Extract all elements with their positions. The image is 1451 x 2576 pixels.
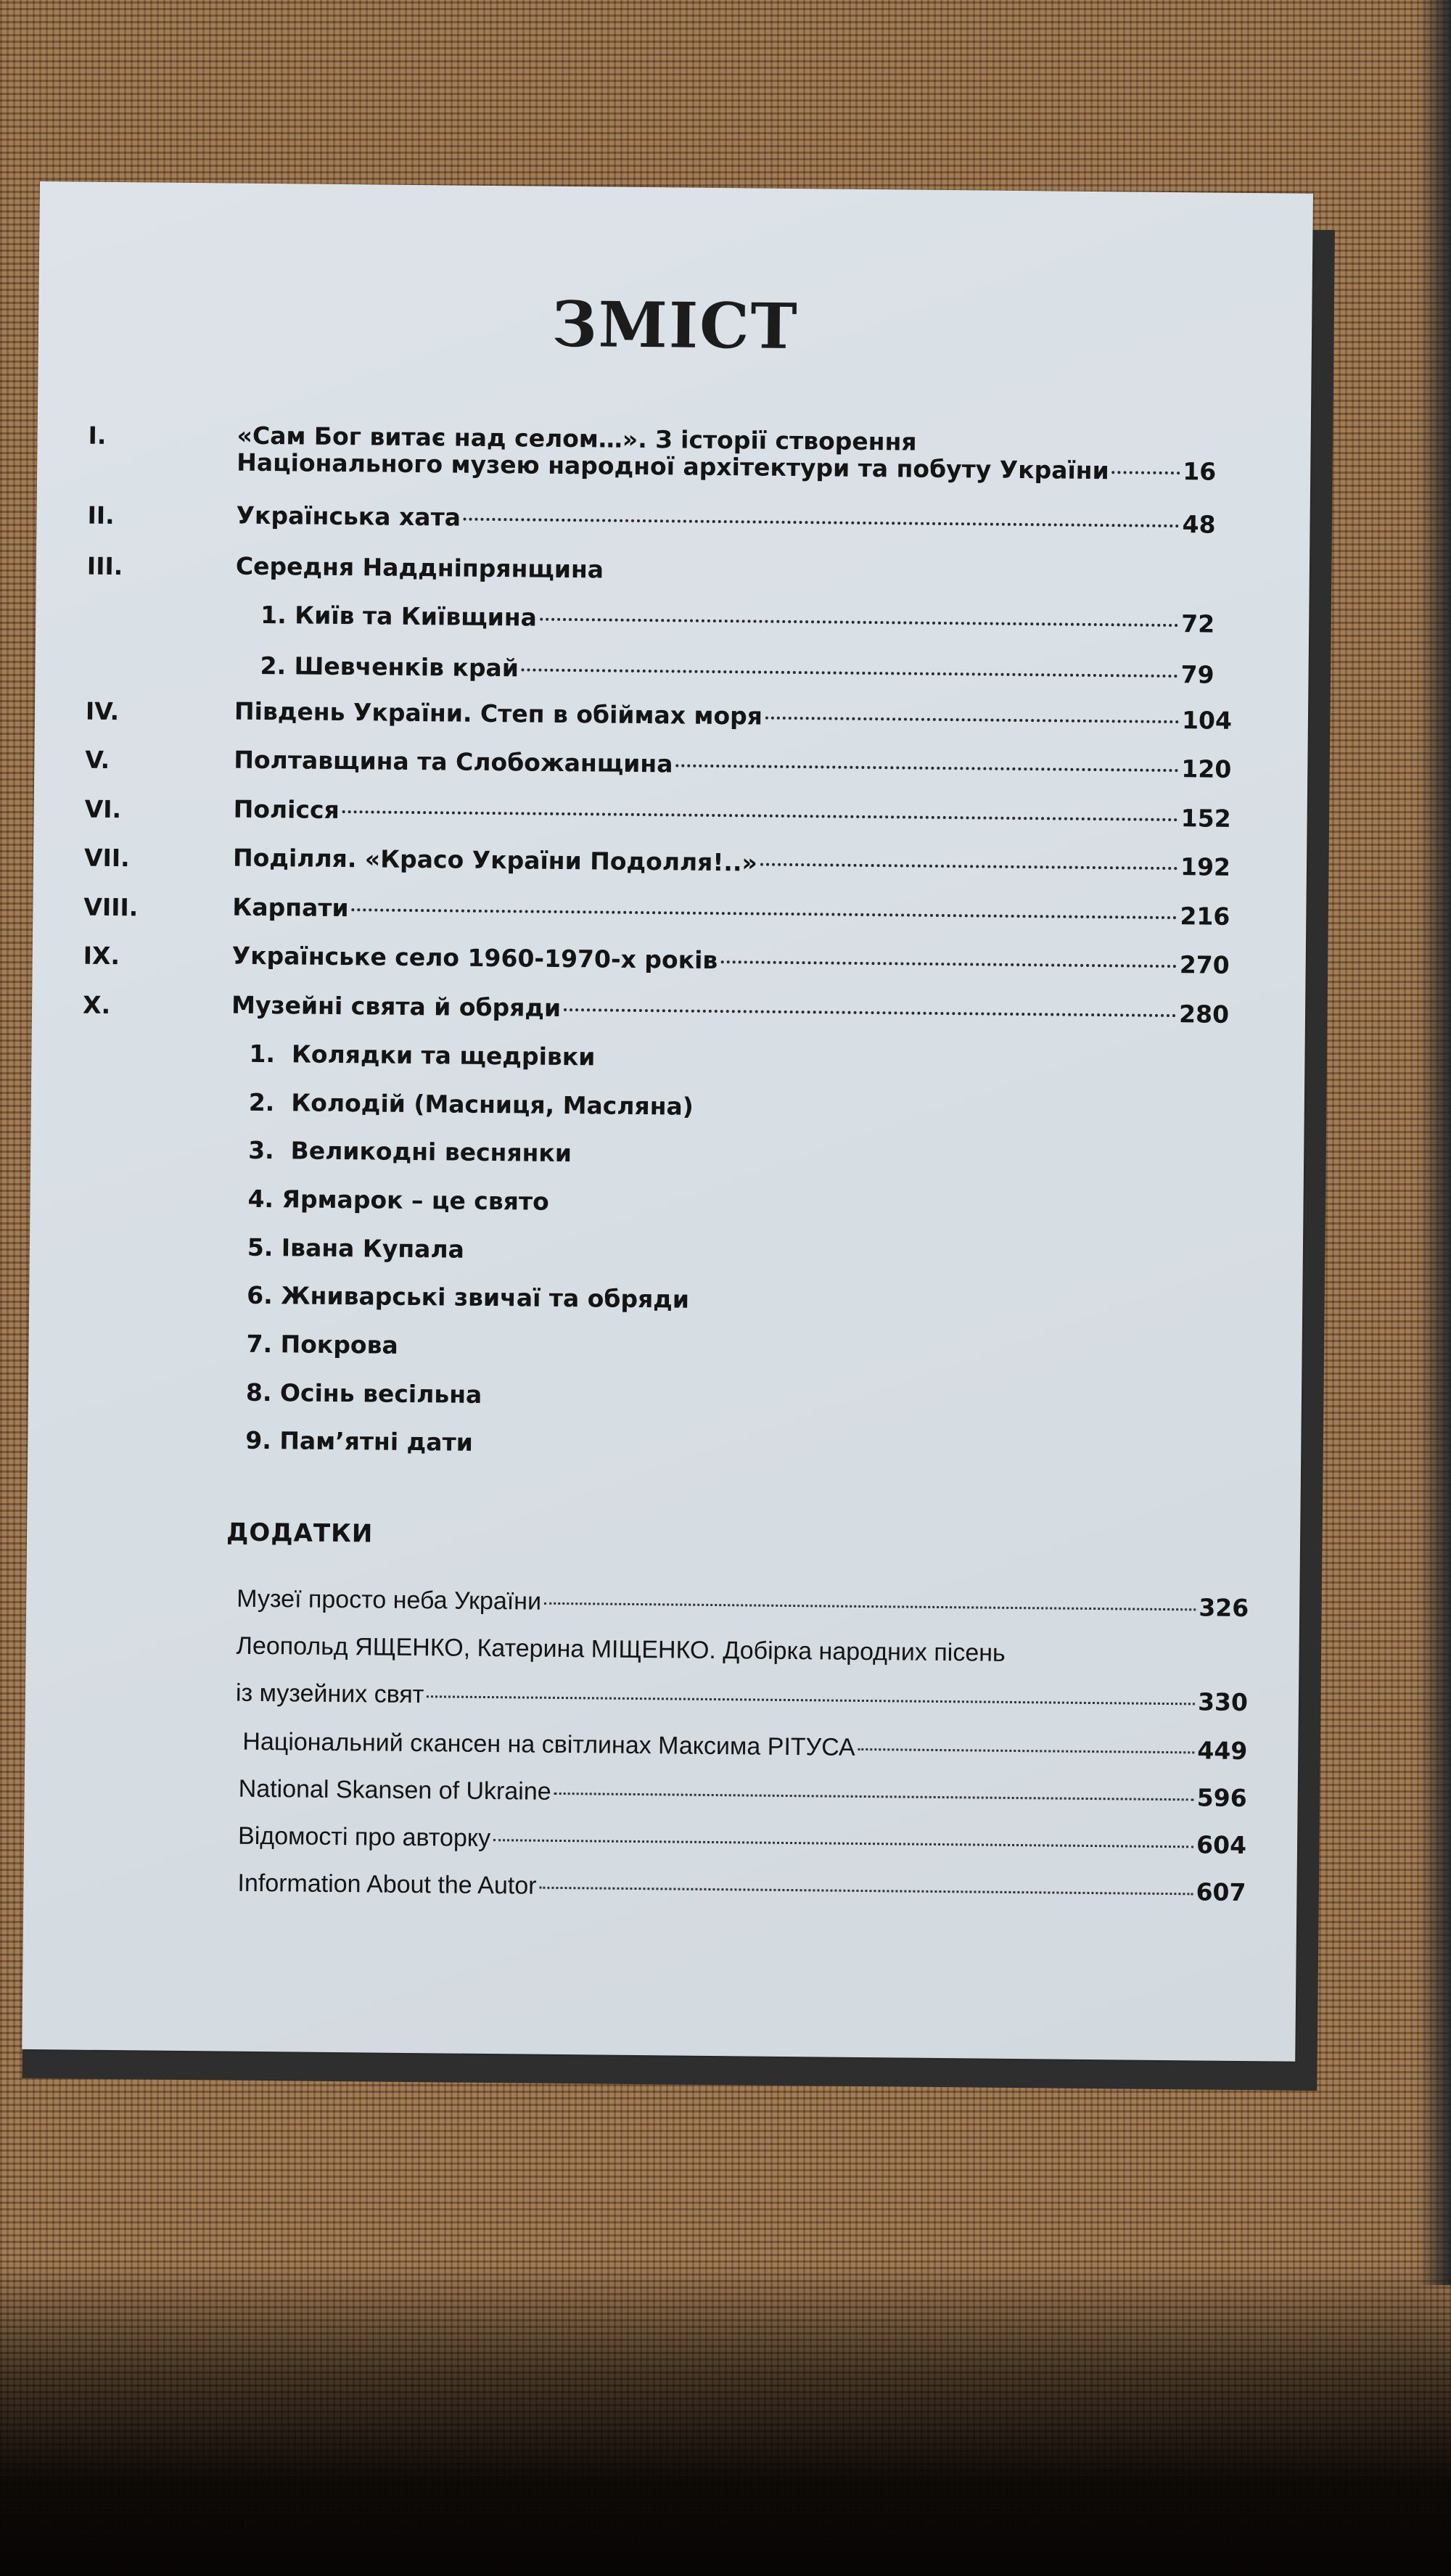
toc-row [260, 601, 1214, 639]
toc-label: «Сам Бог витає над селом…». З історії створення [237, 421, 917, 456]
appendix-row [242, 1727, 1247, 1766]
toc-row [237, 448, 1216, 487]
festival-item: 8. Осінь весільна [245, 1378, 482, 1409]
toc-label: Музейні свята й обряди [231, 990, 562, 1022]
leader-dots [765, 717, 1179, 723]
appendix-row [239, 1774, 1247, 1814]
leader-dots [352, 908, 1177, 919]
leader-dots [342, 810, 1178, 821]
appendix-label: Національний скансен на світлинах Максима РІТУСА [242, 1727, 855, 1761]
toc-num: IX. [83, 941, 120, 971]
toc-label: Полісся [233, 794, 340, 825]
leader-dots [858, 1748, 1195, 1753]
appendix-label: Відомості про авторку [237, 1822, 491, 1853]
toc-num: VI. [84, 794, 122, 824]
toc-label: 2. Шевченків край [260, 651, 519, 683]
festival-item: 6. Жниварські звичаї та обряди [247, 1280, 690, 1314]
leader-dots [554, 1793, 1194, 1801]
toc-num: V. [85, 745, 110, 774]
festival-item: 2. Колодій (Масниця, Масляна) [248, 1087, 694, 1121]
toc-row [233, 844, 1230, 882]
toc-label: Південь України. Степ в обіймах моря [234, 696, 763, 731]
toc-num: III. [86, 551, 123, 581]
toc-page-number: 104 [1181, 706, 1233, 735]
toc-num: IV. [85, 696, 120, 726]
toc-row [232, 893, 1230, 931]
toc-label: Середня Наддніпрянщина [235, 551, 604, 584]
festival-item: 9. Пам’ятні дати [245, 1425, 473, 1457]
book-edge [1418, 0, 1451, 2285]
appendix-row [238, 1821, 1246, 1861]
toc-row [260, 651, 1214, 690]
toc-num: VII. [83, 843, 130, 873]
festival-item: 3. Великодні веснянки [248, 1135, 572, 1168]
appendix-label: із музейних свят [235, 1679, 424, 1709]
toc-row [234, 795, 1231, 834]
appendix-label: National Skansen of Ukraine [238, 1774, 551, 1806]
festival-item: 5. Івана Купала [247, 1233, 465, 1264]
leader-dots [522, 668, 1178, 678]
toc-page-number: 152 [1180, 804, 1231, 833]
toc-page-number: 216 [1180, 902, 1230, 931]
leader-dots [464, 518, 1180, 527]
toc-label: 1. Київ та Київщина [260, 600, 538, 632]
toc-page [22, 181, 1313, 2062]
leader-dots [427, 1695, 1195, 1705]
appendix-page-number: 326 [1199, 1593, 1249, 1623]
table-shadow [0, 2263, 1451, 2576]
toc-row [234, 746, 1231, 784]
toc-page-number: 192 [1180, 852, 1231, 881]
appendix-heading: ДОДАТКИ [226, 1518, 374, 1549]
toc-label: Українська хата [236, 501, 461, 532]
toc-page-number: 79 [1180, 660, 1214, 689]
toc-page-number: 120 [1181, 754, 1232, 783]
appendix-page-number: 449 [1197, 1736, 1248, 1766]
toc-row [232, 942, 1230, 980]
toc-row [234, 697, 1232, 736]
leader-dots [720, 960, 1177, 968]
leader-dots [564, 1008, 1176, 1017]
leader-dots [1112, 471, 1180, 474]
toc-page-number: 280 [1178, 1000, 1230, 1029]
appendix-row [237, 1868, 1246, 1908]
leader-dots [540, 618, 1178, 627]
appendix-row [236, 1678, 1248, 1718]
appendix-page-number: 604 [1196, 1830, 1247, 1860]
toc-label: Полтавщина та Слобожанщина [234, 745, 673, 778]
toc-page-number: 48 [1182, 510, 1216, 539]
toc-page-number: 270 [1179, 950, 1230, 979]
festival-item: 7. Покрова [246, 1329, 398, 1359]
toc-page-number: 72 [1181, 609, 1215, 638]
toc-num: VIII. [83, 892, 139, 922]
page-title: ЗМІСТ [551, 287, 800, 364]
leader-dots [760, 863, 1177, 871]
toc-label: Національного музею народної архітектури та побуту України [237, 448, 1109, 485]
leader-dots [675, 764, 1178, 772]
appendix-page-number: 596 [1196, 1783, 1247, 1813]
appendix-label: Леопольд ЯЩЕНКО, Катерина МІЩЕНКО. Добірка народних пісень [236, 1631, 1006, 1667]
toc-num: X. [82, 990, 111, 1019]
appendix-page-number: 607 [1196, 1877, 1246, 1907]
leader-dots [493, 1839, 1193, 1848]
toc-num: I. [88, 421, 107, 450]
festival-item: 4. Ярмарок – це свято [247, 1184, 549, 1216]
leader-dots [540, 1887, 1193, 1896]
toc-row [231, 991, 1229, 1029]
appendix-label: Information About the Autor [237, 1869, 537, 1900]
toc-num: II. [87, 501, 115, 530]
appendix-row [236, 1631, 1005, 1668]
toc-label: Українське село 1960-1970-х років [231, 941, 718, 975]
toc-row [236, 501, 1215, 540]
toc-label: Карпати [232, 892, 349, 923]
appendix-row [237, 1584, 1249, 1624]
appendix-label: Музеї просто неба України [237, 1584, 542, 1616]
toc-page-number: 16 [1183, 457, 1217, 486]
appendix-page-number: 330 [1197, 1687, 1249, 1717]
leader-dots [544, 1602, 1196, 1611]
toc-label: Поділля. «Красо України Подолля!..» [232, 843, 757, 877]
festival-item: 1. Колядки та щедрівки [249, 1039, 596, 1071]
